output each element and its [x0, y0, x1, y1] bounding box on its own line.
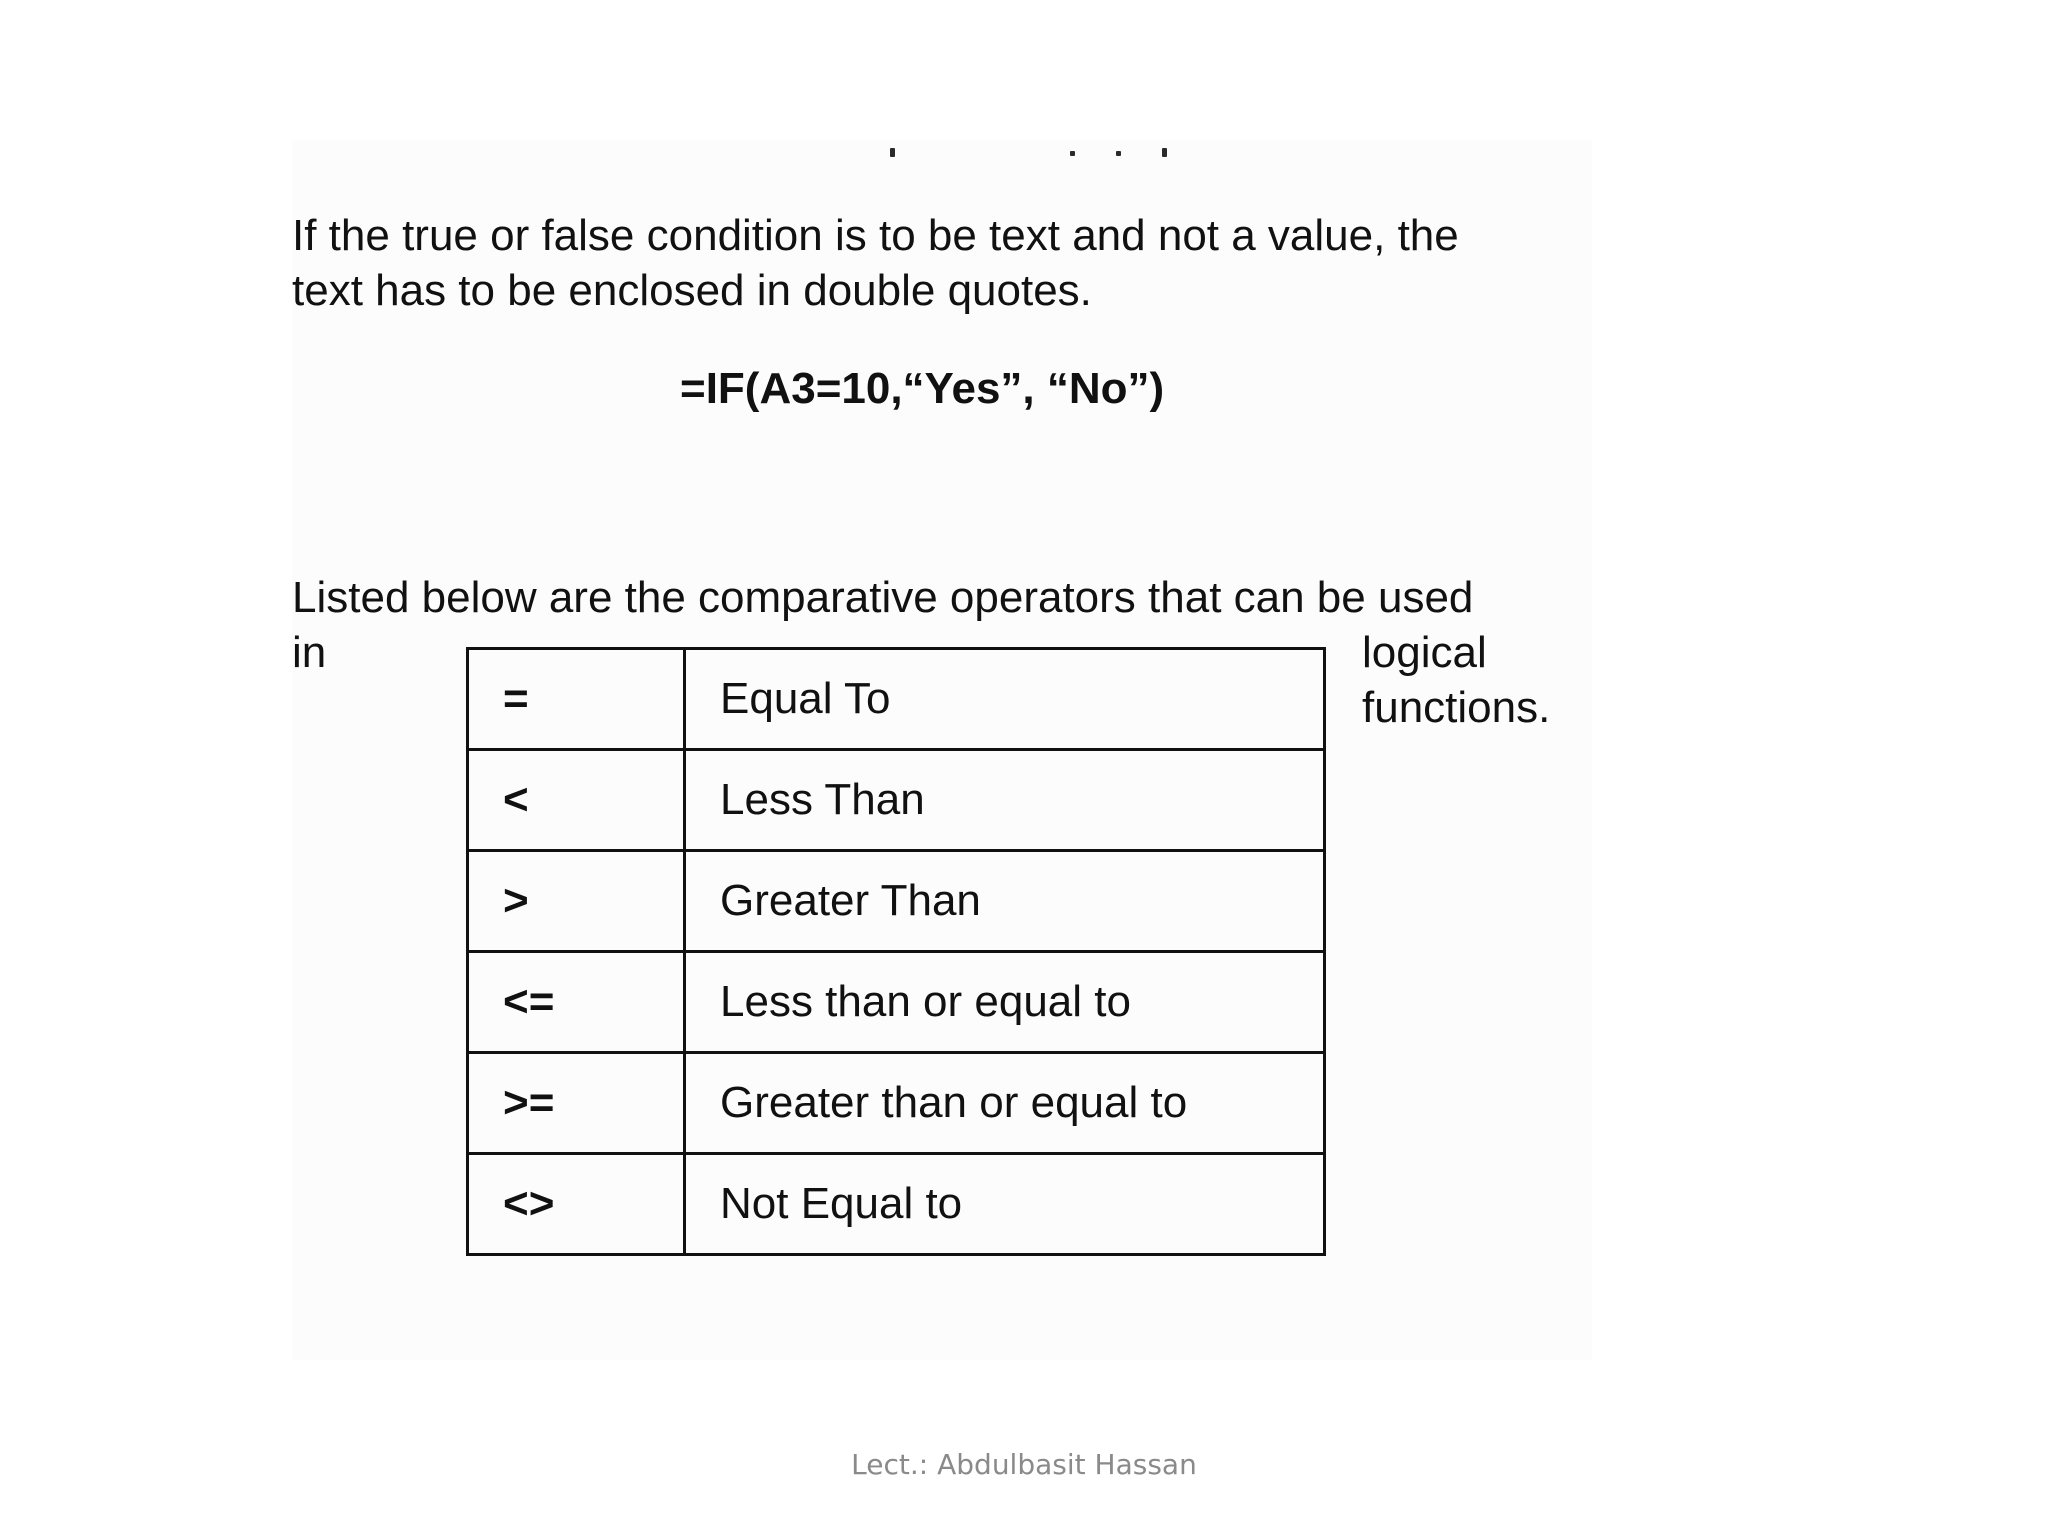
paragraph-operators-in: in — [292, 628, 327, 677]
paragraph-text-quotes — [292, 208, 1459, 318]
table-row — [468, 851, 1325, 952]
operator-description: Equal To — [685, 649, 1325, 750]
paragraph-operators-intro: Listed below are the comparative operators that can be used — [292, 573, 1474, 622]
operator-symbol: >= — [468, 1053, 685, 1154]
operator-symbol: <= — [468, 952, 685, 1053]
operator-symbol: < — [468, 750, 685, 851]
operator-symbol: > — [468, 851, 685, 952]
paragraph-line: functions. — [1362, 683, 1551, 732]
operator-description: Not Equal to — [685, 1154, 1325, 1255]
table-row — [468, 952, 1325, 1053]
table-row — [468, 750, 1325, 851]
paragraph-line: logical — [1362, 628, 1487, 677]
table-row — [468, 649, 1325, 750]
operator-symbol: <> — [468, 1154, 685, 1255]
operators-table — [466, 647, 1326, 1256]
operator-description: Less Than — [685, 750, 1325, 851]
operator-description: Less than or equal to — [685, 952, 1325, 1053]
cropped-text-fragment — [880, 146, 1180, 160]
paragraph-operators-continuation — [1362, 625, 1550, 735]
example-formula: =IF(A3=10,“Yes”, “No”) — [680, 364, 1165, 413]
table-row — [468, 1053, 1325, 1154]
operator-symbol: = — [468, 649, 685, 750]
slide-footer: Lect.: Abdulbasit Hassan — [851, 1448, 1197, 1481]
table-row — [468, 1154, 1325, 1255]
operator-description: Greater than or equal to — [685, 1053, 1325, 1154]
operator-description: Greater Than — [685, 851, 1325, 952]
paragraph-line: If the true or false condition is to be text and not a value, the — [292, 211, 1459, 260]
paragraph-line: text has to be enclosed in double quotes. — [292, 266, 1092, 315]
